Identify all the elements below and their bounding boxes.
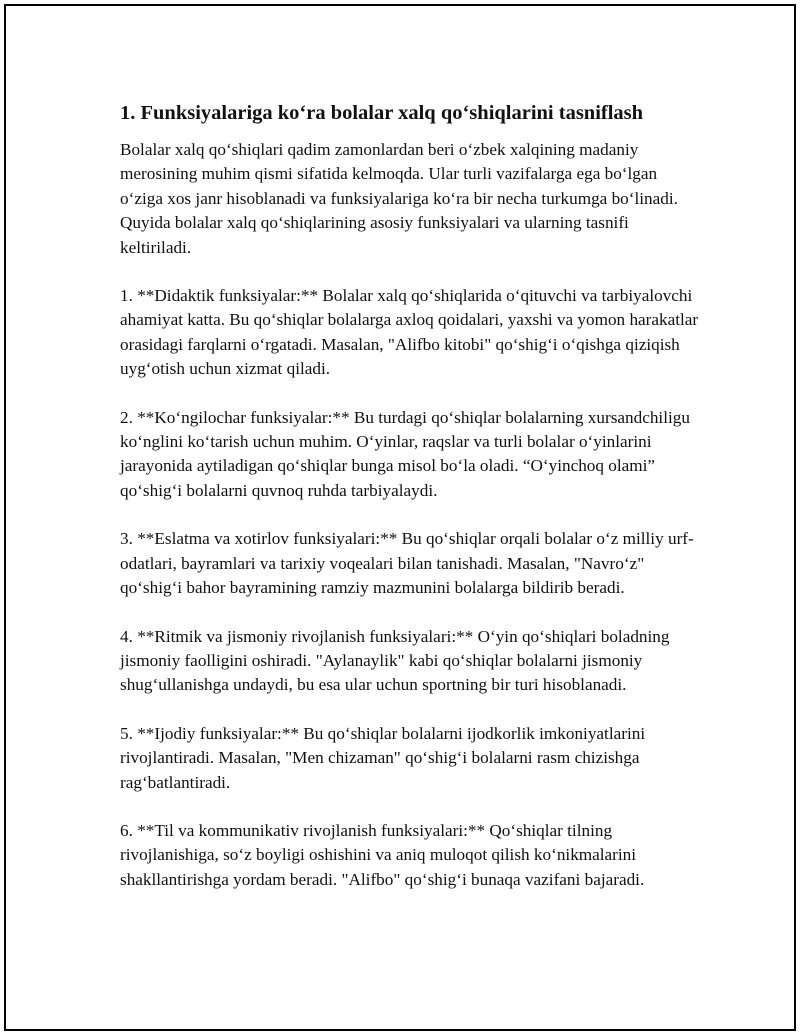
language-functions-paragraph: 6. **Til va kommunikativ rivojlanish funksiyalari:** Qo‘shiqlar tilning rivojlanishiga, so‘z boyligi oshishini va aniq muloqot qilish ko‘nikmalarini shakllantirishga yordam beradi. "Alifbo" qo‘shig‘i bunaqa vazifani bajaradi.	[120, 820, 645, 889]
rhythmic-functions-paragraph: 4. **Ritmik va jismoniy rivojlanish funksiyalari:** O‘yin qo‘shiqlari boladning jismoniy faolligini oshiradi. "Aylanaylik" kabi qo‘shiqlar bolalarni jismoniy shug‘ullanishga undaydi, bu esa ular uchun sportning bir turi hisoblanadi.	[120, 626, 670, 695]
memory-functions-paragraph: 3. **Eslatma va xotirlov funksiyalari:** Bu qo‘shiqlar orqali bolalar o‘z milliy urf-odatlari, bayramlari va tarixiy voqealari bilan tanishadi. Masalan, "Navro‘z" qo‘shig‘i bahor bayramining ramziy mazmunini bolalarga bildirib beradi.	[120, 529, 694, 598]
didactic-functions-paragraph: 1. **Didaktik funksiyalar:** Bolalar xalq qo‘shiqlarida o‘qituvchi va tarbiyalovchi ahamiyat katta. Bu qo‘shiqlar bolalarga axloq qoidalari, yaxshi va yomon harakatlar orasidagi farqlarni o‘rgatadi. Masalan, "Alifbo kitobi" qo‘shig‘i o‘qishga qiziqish uyg‘otish uchun xizmat qiladi.	[120, 286, 699, 379]
creative-functions-paragraph: 5. **Ijodiy funksiyalar:** Bu qo‘shiqlar bolalarni ijodkorlik imkoniyatlarini rivojlantiradi. Masalan, "Men chizaman" qo‘shig‘i bolalarni rasm chizishga rag‘batlantiradi.	[120, 723, 646, 792]
document-body	[120, 98, 700, 916]
page-frame	[4, 4, 796, 1031]
document-title: 1. Funksiyalariga ko‘ra bolalar xalq qo‘shiqlarini tasniflash	[120, 102, 644, 124]
entertainment-functions-paragraph: 2. **Ko‘ngilochar funksiyalar:** Bu turdagi qo‘shiqlar bolalarning xursandchiligu ko‘nglini ko‘tarish uchun muhim. O‘yinlar, raqslar va turli bolalar o‘yinlarini jarayonida aytiladigan qo‘shiqlar bunga misol bo‘la oladi. “O‘yinchoq olami” qo‘shig‘i bolalarni quvnoq ruhda tarbiyalaydi.	[120, 407, 690, 500]
intro-paragraph: Bolalar xalq qo‘shiqlari qadim zamonlardan beri o‘zbek xalqining madaniy merosining muhim qismi sifatida kelmoqda. Ular turli vazifalarga ega bo‘lgan o‘ziga xos janr hisoblanadi va funksiyalariga ko‘ra bir necha turkumga bo‘linadi. Quyida bolalar xalq qo‘shiqlarining asosiy funksiyalari va ularning tasnifi keltiriladi.	[120, 140, 678, 257]
